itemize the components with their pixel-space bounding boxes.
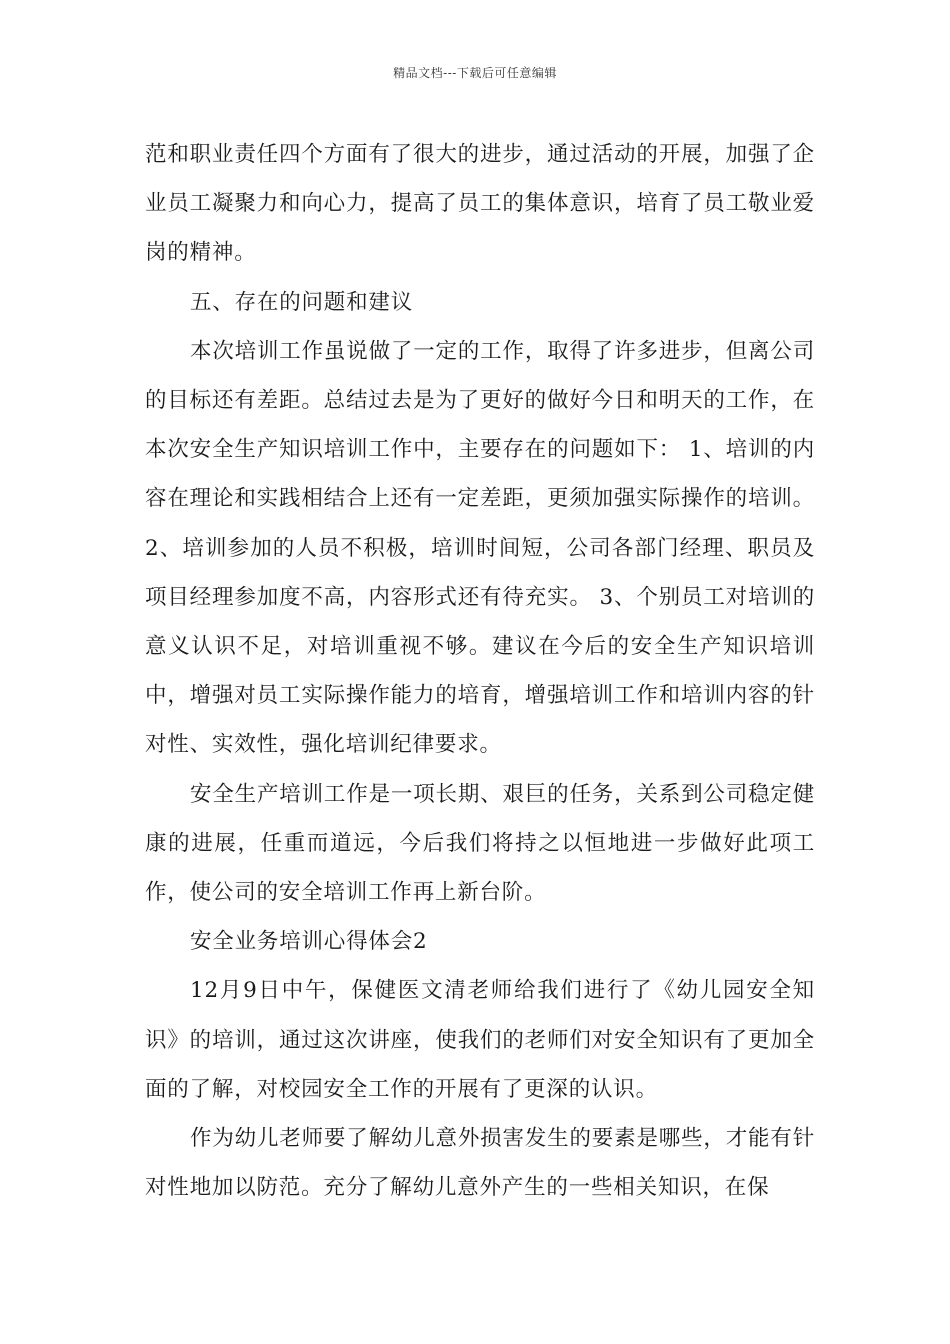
paragraph-continuation: 范和职业责任四个方面有了很大的进步，通过活动的开展，加强了企业员工凝聚力和向心力，提高了员工的集体意识，培育了员工敬业爱岗的精神。 — [145, 142, 815, 266]
section-heading-problems: 五、存在的问题和建议 — [190, 289, 414, 315]
document-body — [145, 130, 815, 1212]
paragraph-problems: 本次培训工作虽说做了一定的工作，取得了许多进步，但离公司的目标还有差距。总结过去是为了更好的做好今日和明天的工作，在本次安全生产知识培训工作中，主要存在的问题如下： 1、培训的内容在理论和实践相结合上还有一定差距，更须加强实际操作的培训。 2、培训参加的人员不积极，培训时间短，公司各部门经理、职员及项目经理参加度不高，内容形式还有待充实。 3、个别员工对培训的意义认识不足，对培训重视不够。建议在今后的安全生产知识培训中，增强对员工实际操作能力的培育，增强培训工作和培训内容的针对性、实效性，强化培训纪律要求。 — [145, 338, 815, 758]
paragraph-conclusion: 安全生产培训工作是一项长期、艰巨的任务，关系到公司稳定健康的进展，任重而道远，今后我们将持之以恒地进一步做好此项工作，使公司的安全培训工作再上新台阶。 — [145, 781, 815, 906]
paragraph-teacher-role: 作为幼儿老师要了解幼儿意外损害发生的要素是哪些，才能有针对性地加以防范。充分了解幼儿意外产生的一些相关知识，在保 — [145, 1126, 815, 1201]
section-heading-experience-2: 安全业务培训心得体会2 — [190, 929, 428, 955]
page-header: 精品文档---下载后可任意编辑 — [393, 66, 557, 80]
paragraph-training-date: 12月9日中午，保健医文清老师给我们进行了《幼儿园安全知识》的培训，通过这次讲座，使我们的老师们对安全知识有了更加全面的了解，对校园安全工作的开展有了更深的认识。 — [145, 978, 815, 1102]
